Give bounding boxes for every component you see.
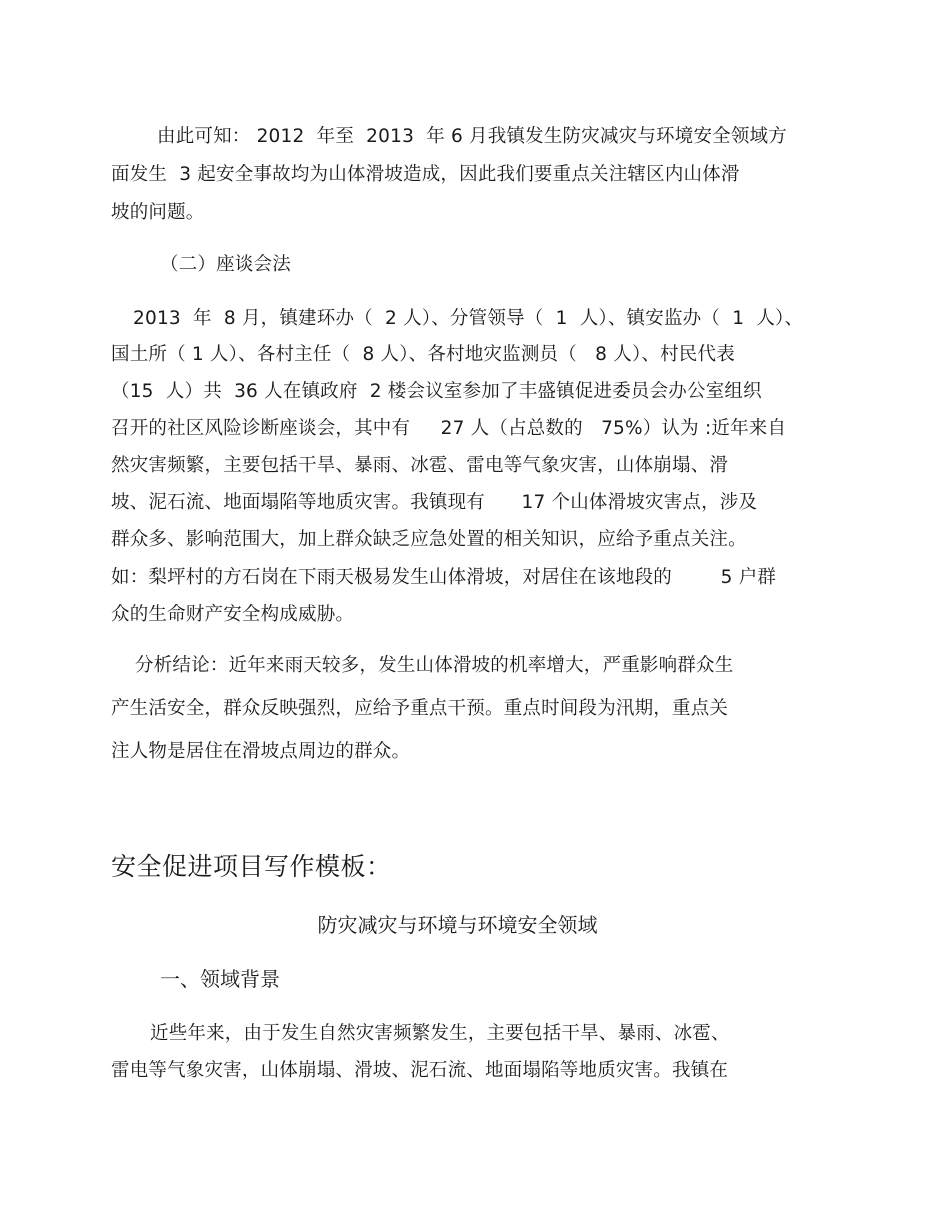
meeting-line-8: 如：梨坪村的方石岗在下雨天极易发生山体滑坡，对居住在该地段的 5 户群 — [111, 567, 777, 588]
meeting-line-7: 群众多、影响范围大，加上群众缺乏应急处置的相关知识，应给予重点关注。 — [111, 529, 747, 550]
background-heading: 一、领域背景 — [160, 967, 280, 991]
background-line-1: 近些年来，由于发生自然灾害频繁发生，主要包括干旱、暴雨、冰雹、 — [150, 1023, 730, 1044]
template-title: 安全促进项目写作模板： — [111, 852, 392, 881]
meeting-line-9: 众的生命财产安全构成威胁。 — [111, 604, 355, 625]
conclusion-line-2: 面发生 3 起安全事故均为山体滑坡造成，因此我们要重点关注辖区内山体滑 — [111, 164, 740, 185]
template-subtitle: 防灾减灾与环境与环境安全领域 — [317, 913, 598, 937]
meeting-line-4: 召开的社区风险诊断座谈会，其中有 27 人（占总数的 75%）认为 :近年来自 — [111, 418, 787, 439]
analysis-line-3: 注人物是居住在滑坡点周边的群众。 — [111, 741, 411, 762]
meeting-method-heading: （二）座谈会法 — [160, 254, 291, 275]
meeting-line-2: 国土所（ 1 人）、各村主任（ 8 人）、各村地灾监测员（ 8 人）、村民代表 — [111, 344, 735, 365]
meeting-line-6: 坡、泥石流、地面塌陷等地质灾害。我镇现有 17 个山体滑坡灾害点，涉及 — [111, 492, 758, 513]
analysis-line-1: 分析结论：近年来雨天较多，发生山体滑坡的机率增大，严重影响群众生 — [135, 655, 734, 676]
conclusion-line-1: 由此可知： 2012 年至 2013 年 6 月我镇发生防灾减灾与环境安全领域方 — [157, 126, 787, 147]
meeting-line-1: 2013 年 8 月，镇建环办（ 2 人）、分管领导（ 1 人）、镇安监办（ 1 人）、 — [133, 308, 804, 329]
meeting-line-5: 然灾害频繁，主要包括干旱、暴雨、冰雹、雷电等气象灾害，山体崩塌、滑 — [111, 455, 729, 476]
conclusion-line-3: 坡的问题。 — [111, 202, 205, 223]
background-line-2: 雷电等气象灾害，山体崩塌、滑坡、泥石流、地面塌陷等地质灾害。我镇在 — [111, 1060, 729, 1081]
analysis-line-2: 产生活安全，群众反映强烈，应给予重点干预。重点时间段为汛期，重点关 — [111, 698, 729, 719]
meeting-line-3: （15 人）共 36 人在镇政府 2 楼会议室参加了丰盛镇促进委员会办公室组织 — [111, 381, 762, 402]
